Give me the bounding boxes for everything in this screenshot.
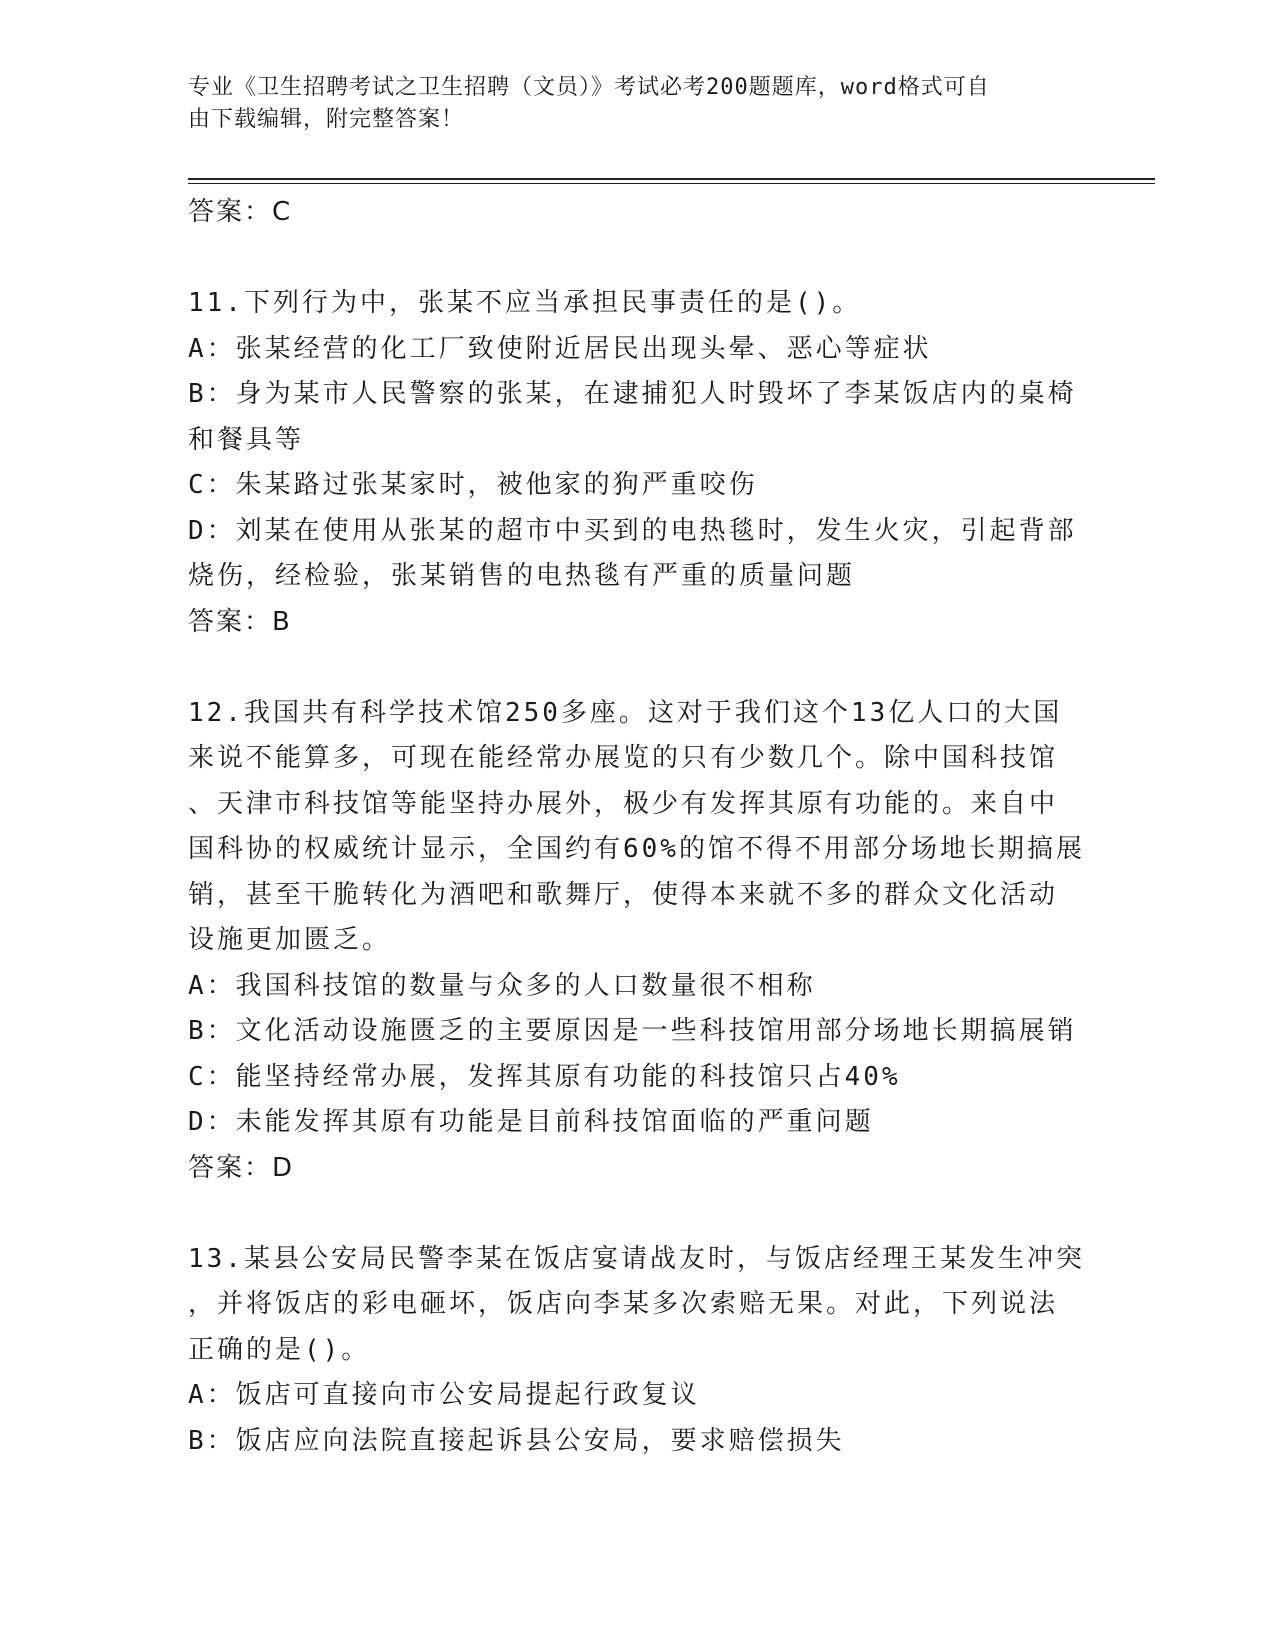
spacer — [188, 1191, 1108, 1237]
option-b: B：身为某市人民警察的张某，在逮捕犯人时毁坏了李某饭店内的桌椅 — [188, 379, 1077, 409]
option-d: D：刘某在使用从张某的超市中买到的电热毯时，发生火灾，引起背部 — [188, 515, 1077, 546]
header-line-1: 专业《卫生招聘考试之卫生招聘（文员）》考试必考200题题库，word格式可自 — [188, 75, 990, 100]
document-header — [188, 72, 1068, 136]
answer: 答案：D — [188, 1152, 295, 1183]
question-stem-continued: ，并将饭店的彩电砸坏，饭店向李某多次索赔无果。对此，下列说法 — [188, 1289, 1059, 1319]
option-d: D：未能发挥其原有功能是目前科技馆面临的严重问题 — [188, 1107, 874, 1137]
question-stem-continued: 来说不能算多，可现在能经常办展览的只有少数几个。除中国科技馆 — [188, 743, 1059, 773]
question-stem-continued: 正确的是()。 — [188, 1334, 371, 1365]
spacer — [188, 236, 1108, 282]
option-d-continued: 烧伤，经检验，张某销售的电热毯有严重的质量问题 — [188, 561, 856, 591]
option-c: C：能坚持经常办展，发挥其原有功能的科技馆只占40% — [188, 1061, 901, 1092]
option-b: B：文化活动设施匮乏的主要原因是一些科技馆用部分场地长期搞展销 — [188, 1016, 1077, 1046]
question-stem: 12.我国共有科学技术馆250多座。这对于我们这个13亿人口的大国 — [188, 697, 1063, 728]
option-a: A：我国科技馆的数量与众多的人口数量很不相称 — [188, 970, 816, 1001]
question-stem: 11.下列行为中，张某不应当承担民事责任的是()。 — [188, 288, 862, 318]
header-rule-thin — [188, 183, 1155, 184]
option-b: B：饭店应向法院直接起诉县公安局，要求赔偿损失 — [188, 1425, 845, 1456]
question-12 — [188, 691, 1108, 1192]
question-stem-continued: 销，甚至干脆转化为酒吧和歌舞厅，使得本来就不多的群众文化活动 — [188, 879, 1059, 910]
question-13 — [188, 1237, 1108, 1465]
header-line-2: 由下载编辑，附完整答案！ — [188, 107, 465, 132]
option-a: A：饭店可直接向市公安局提起行政复议 — [188, 1380, 700, 1410]
question-11 — [188, 281, 1108, 645]
question-stem: 13.某县公安局民警李某在饭店宴请战友时，与饭店经理王某发生冲突 — [188, 1243, 1085, 1274]
option-c: C：朱某路过张某家时，被他家的狗严重咬伤 — [188, 470, 758, 500]
question-stem-continued: 、天津市科技馆等能坚持办展外，极少有发挥其原有功能的。来自中 — [188, 788, 1059, 819]
previous-answer: 答案：C — [188, 197, 293, 227]
question-stem-continued: 国科协的权威统计显示，全国约有60%的馆不得不用部分场地长期搞展 — [188, 834, 1085, 864]
question-stem-continued: 设施更加匮乏。 — [188, 925, 392, 955]
header-rule-thick — [188, 178, 1155, 180]
spacer — [188, 645, 1108, 691]
document-body — [188, 190, 1108, 1464]
option-b-continued: 和餐具等 — [188, 424, 305, 455]
answer: 答案：B — [188, 606, 292, 637]
option-a: A：张某经营的化工厂致使附近居民出现头晕、恶心等症状 — [188, 333, 932, 364]
